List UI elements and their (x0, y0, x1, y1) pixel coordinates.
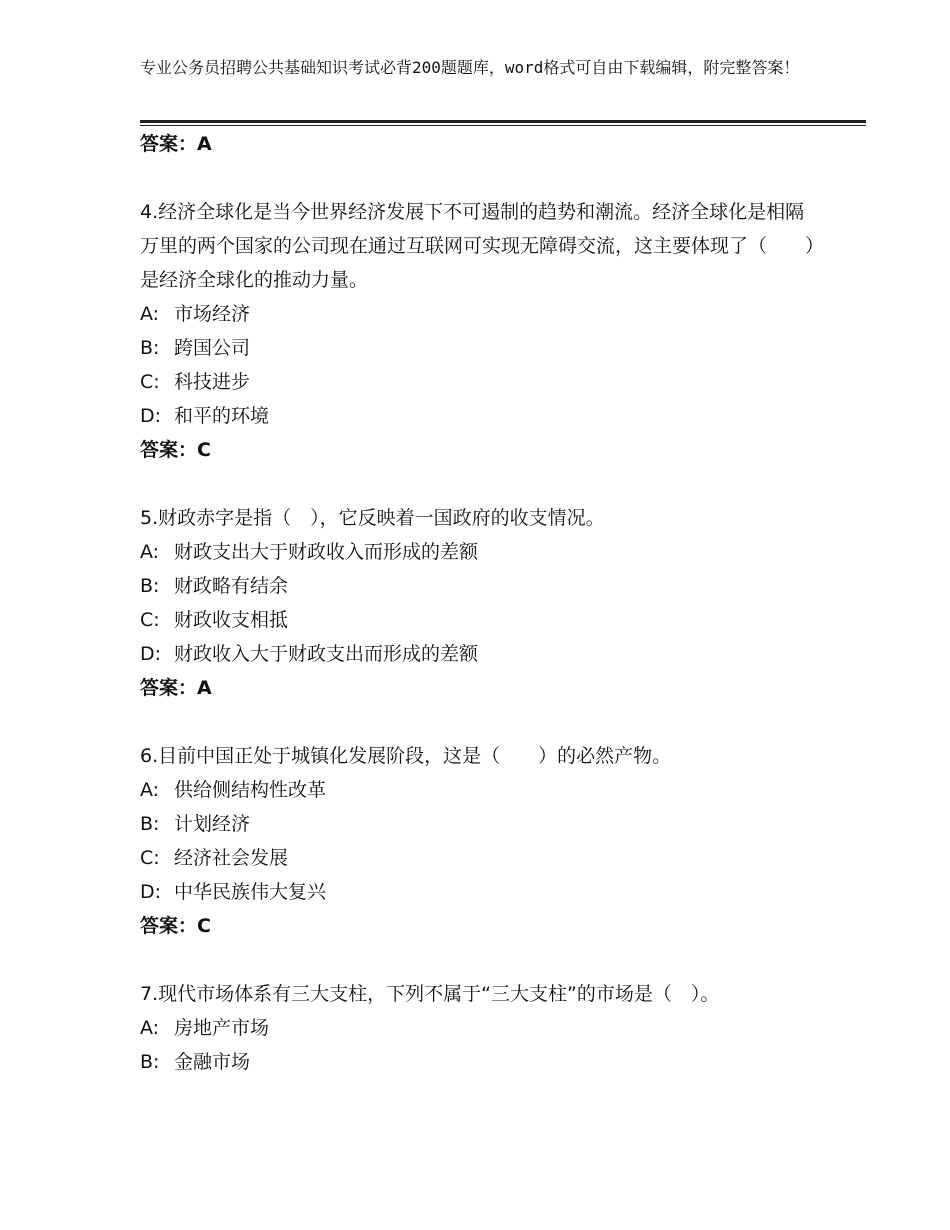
option-text: 跨国公司 (174, 337, 251, 359)
question-text (140, 195, 820, 297)
answer-line (140, 127, 820, 161)
option-d (140, 875, 820, 909)
option-a (140, 773, 820, 807)
question-text (140, 977, 820, 1011)
option-letter: D: (140, 881, 162, 903)
option-text: 财政收入大于财政支出而形成的差额 (174, 643, 479, 665)
answer-label: 答案： (140, 439, 198, 461)
option-a (140, 535, 820, 569)
option-letter: C: (140, 371, 160, 393)
option-letter: B: (140, 1051, 160, 1073)
option-a (140, 1011, 820, 1045)
question-stem: 目前中国正处于城镇化发展阶段，这是（ ）的必然产物。 (158, 745, 672, 767)
page-header: 专业公务员招聘公共基础知识考试必背200题题库，word格式可自由下载编辑，附完整答案！ (140, 58, 800, 77)
question-text (140, 501, 820, 535)
question-text (140, 739, 820, 773)
option-c (140, 841, 820, 875)
question-block (140, 195, 820, 467)
header-divider-thin (140, 125, 866, 126)
answer-value: A (197, 677, 212, 699)
answer-value: C (197, 439, 211, 461)
answer-value: C (197, 915, 211, 937)
question-number: 4. (140, 201, 159, 223)
option-letter: D: (140, 405, 162, 427)
option-letter: C: (140, 847, 160, 869)
question-block (140, 977, 820, 1079)
question-number: 5. (140, 507, 159, 529)
answer-line (140, 909, 820, 943)
option-letter: A: (140, 1017, 160, 1039)
option-letter: A: (140, 541, 160, 563)
option-letter: D: (140, 643, 162, 665)
option-text: 中华民族伟大复兴 (174, 881, 327, 903)
question-stem: 经济全球化是当今世界经济发展下不可遏制的趋势和潮流。经济全球化是相隔万里的两个国家的公司现在通过互联网可实现无障碍交流，这主要体现了（ ）是经济全球化的推动力量。 (140, 201, 815, 291)
option-text: 财政略有结余 (174, 575, 289, 597)
option-text: 财政支出大于财政收入而形成的差额 (174, 541, 479, 563)
option-text: 计划经济 (174, 813, 251, 835)
question-stem: 财政赤字是指（ ），它反映着一国政府的收支情况。 (158, 507, 605, 529)
option-b (140, 331, 820, 365)
option-text: 房地产市场 (174, 1017, 270, 1039)
question-block (140, 501, 820, 705)
answer-label: 答案： (140, 677, 198, 699)
option-text: 经济社会发展 (174, 847, 289, 869)
option-text: 市场经济 (174, 303, 251, 325)
option-text: 科技进步 (174, 371, 251, 393)
option-letter: A: (140, 303, 160, 325)
option-text: 金融市场 (174, 1051, 251, 1073)
question-block (140, 739, 820, 943)
question-content (140, 127, 820, 1079)
option-d (140, 399, 820, 433)
option-text: 财政收支相抵 (174, 609, 289, 631)
option-letter: B: (140, 337, 160, 359)
option-letter: A: (140, 779, 160, 801)
option-letter: C: (140, 609, 160, 631)
option-c (140, 603, 820, 637)
option-a (140, 297, 820, 331)
answer-label: 答案： (140, 133, 198, 155)
option-letter: B: (140, 575, 160, 597)
question-number: 7. (140, 983, 159, 1005)
option-text: 供给侧结构性改革 (174, 779, 327, 801)
option-c (140, 365, 820, 399)
answer-value: A (197, 133, 212, 155)
option-text: 和平的环境 (174, 405, 270, 427)
header-divider-thick (140, 120, 866, 123)
question-number: 6. (140, 745, 159, 767)
option-d (140, 637, 820, 671)
answer-line (140, 671, 820, 705)
question-stem: 现代市场体系有三大支柱，下列不属于“三大支柱”的市场是（ ）。 (158, 983, 720, 1005)
option-b (140, 1045, 820, 1079)
answer-label: 答案： (140, 915, 198, 937)
answer-line (140, 433, 820, 467)
option-b (140, 569, 820, 603)
option-b (140, 807, 820, 841)
option-letter: B: (140, 813, 160, 835)
